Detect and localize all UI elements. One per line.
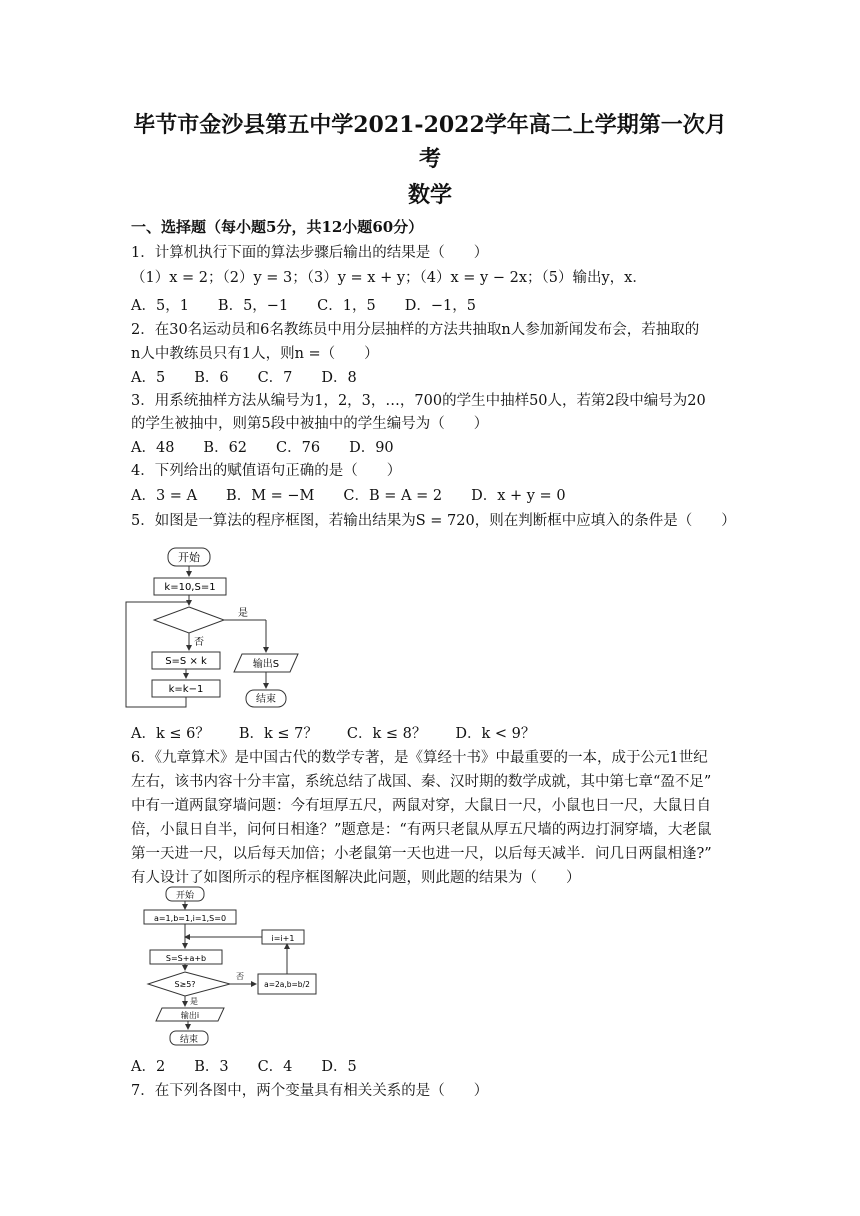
flow-start-label: 开始	[178, 551, 200, 564]
flow-output-label: 输出S	[252, 659, 280, 670]
question-1-stem: 1．计算机执行下面的算法步骤后输出的结果是（ ）	[131, 245, 489, 261]
page-title: 毕节市金沙县第五中学2021-2022学年高二上学期第一次月	[133, 112, 727, 138]
flow-output-label: 输出i	[180, 1011, 200, 1020]
question-7-stem: 7．在下列各图中，两个变量具有相关关系的是（ ）	[131, 1083, 489, 1099]
flow-update-ab-label: a=2a,b=b/2	[264, 980, 310, 989]
subject-title: 数学	[407, 182, 452, 208]
question-6-line-2: 左右，该书内容十分丰富，系统总结了战国、秦、汉时期的数学成就，其中第七章“盈不足”	[131, 774, 712, 790]
flow-increment-label: i=i+1	[271, 934, 295, 943]
flow-start-label: 开始	[175, 891, 195, 901]
question-6-line-1: 6．《九章算术》是中国古代的数学专著，是《算经十书》中最重要的一本，成于公元1世纪	[131, 750, 708, 766]
question-6-options: A．2 B．3 C．4 D．5	[131, 1059, 357, 1075]
question-3-options: A．48 B．62 C．76 D．90	[131, 440, 394, 456]
flow-decision	[154, 607, 224, 633]
question-6-line-4: 倍，小鼠日自半，问何日相逢？”题意是：“有两只老鼠从厚五尺墙的两边打洞穿墙，大老鼠	[131, 822, 712, 838]
flow-end-label: 结束	[256, 694, 276, 705]
flow-update-s-label: S=S × k	[165, 656, 207, 667]
page-title-continued: 考	[418, 146, 441, 172]
question-6-line-3: 中有一道两鼠穿墙问题：今有垣厚五尺，两鼠对穿，大鼠日一尺，小鼠也日一尺，大鼠日自	[131, 798, 711, 814]
question-5-stem: 5．如图是一算法的程序框图，若输出结果为S = 720，则在判断框中应填入的条件是（ ）	[131, 513, 736, 529]
question-6-line-6: 有人设计了如图所示的程序框图解决此问题，则此题的结果为（ ）	[131, 870, 581, 886]
question-2-line-2: n人中教练员只有1人，则n =（ ）	[131, 346, 379, 362]
question-1-steps: （1）x = 2；（2）y = 3；（3）y = x + y；（4）x = y − 2x；（5）输出y，x．	[131, 270, 647, 286]
flow-no-label: 否	[194, 637, 204, 648]
section-heading: 一、选择题（每小题5分，共12小题60分）	[131, 218, 424, 236]
flowchart-q6	[140, 884, 320, 1050]
question-5-options: A．k ≤ 6？ B．k ≤ 7？ C．k ≤ 8？ D．k < 9？	[131, 726, 536, 742]
flow-yes-label: 是	[238, 608, 248, 619]
question-6-line-5: 第一天进一尺，以后每天加倍；小老鼠第一天也进一尺，以后每天减半．问几日两鼠相逢?”	[131, 846, 712, 862]
question-4-options: A．3 = A B．M = −M C．B = A = 2 D．x + y = 0	[131, 488, 566, 504]
flow-init-label: k=10,S=1	[164, 582, 216, 593]
question-3-line-1: 3．用系统抽样方法从编号为1，2，3，…，700的学生中抽样50人，若第2段中编号为20	[131, 393, 706, 409]
flow-no-label: 否	[236, 972, 244, 981]
flow-yes-label: 是	[190, 997, 198, 1006]
flow-update-k-label: k=k−1	[168, 684, 204, 695]
question-2-options: A．5 B．6 C．7 D．8	[131, 370, 357, 386]
flow-update-s-label: S=S+a+b	[165, 954, 207, 963]
flow-decision-label: S≥5?	[174, 980, 196, 989]
question-2-line-1: 2．在30名运动员和6名教练员中用分层抽样的方法共抽取n人参加新闻发布会，若抽取的	[131, 322, 700, 338]
flowchart-q5	[118, 542, 318, 714]
question-3-line-2: 的学生被抽中，则第5段中被抽中的学生编号为（ ）	[131, 416, 489, 432]
flow-init-label: a=1,b=1,i=1,S=0	[153, 914, 227, 923]
question-4-stem: 4．下列给出的赋值语句正确的是（ ）	[131, 463, 402, 479]
flow-end-label: 结束	[179, 1035, 199, 1045]
question-1-options: A．5，1 B．5，−1 C．1，5 D．−1，5	[131, 298, 476, 314]
